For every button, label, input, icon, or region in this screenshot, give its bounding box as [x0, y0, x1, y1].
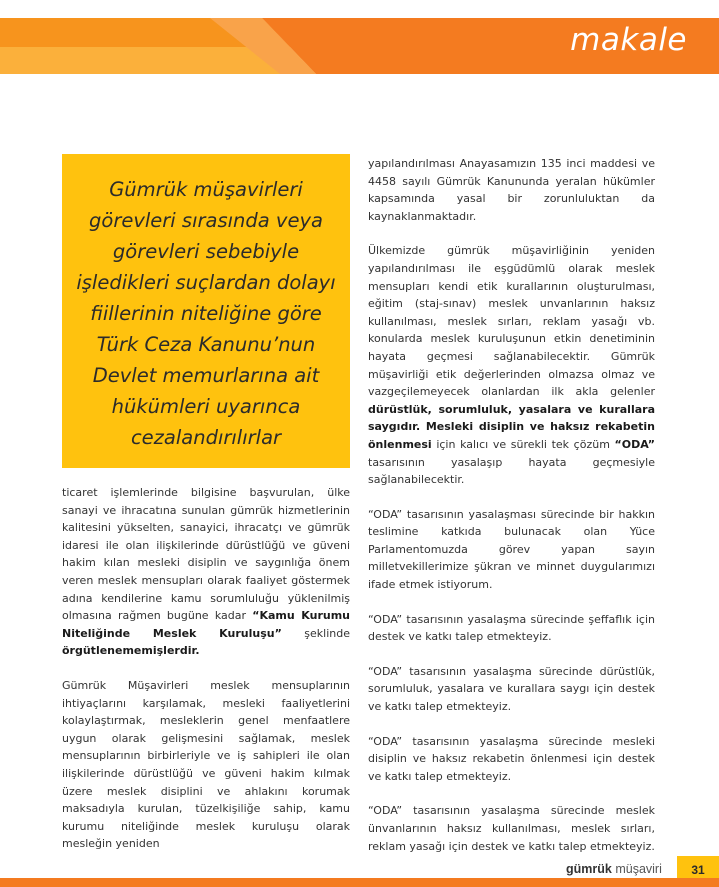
pull-quote-line: işledikleri suçlardan dolayı: [76, 271, 336, 294]
paragraph: ticaret işlemlerinde bilgisine başvurulan, ülke sanayi ve ihracatına sunulan gümrük hizmetlerinin kalitesini yükselten, sanayici, ihracatçı ve gümrük idaresi ile olan ilişkilerinde dürüstlüğü ve güveni hakim kılan mesleki disiplin ve saygınlığa önem veren meslek mensupları olarak faaliyet göstermek adına kendilerine kamu sorumluluğu yüklenilmiş olmasına rağmen bugüne kadar “Kamu Kurumu Niteliğinde Meslek Kuruluşu” şeklinde örgütlenememişlerdir.: [62, 486, 350, 658]
pull-quote-line: fiillerinin niteliğine göre: [90, 302, 322, 325]
right-column: [368, 155, 655, 872]
pull-quote-line: cezalandırılırlar: [130, 426, 282, 449]
pull-quote-line: görevleri sebebiyle: [112, 240, 300, 263]
section-label: makale: [570, 22, 687, 58]
pull-quote: [62, 154, 350, 468]
paragraph: “ODA” tasarısının yasalaşması sürecinde bir hakkın teslimine katkıda bulunacak olan Yüce Parlamentomuzda görev yapan sayın milletvekillerimize şükran ve minnet duygularımızı ifade etmek istiyorum.: [368, 507, 655, 592]
paragraph: Gümrük Müşavirleri meslek mensuplarının ihtiyaçlarını karşılamak, mesleki faaliyetlerini kolaylaştırmak, mesleklerin genel menfaatlere uygun olarak gelişmesini sağlamak, meslek mensuplarının birbirleriyle ve iş sahipleri ile olan ilişkilerinde dürüstlüğü ve güveni hakim kılmak üzere meslek disiplini ve ahlakını korumak maksadıyla kurulan, tüzelkişiliğe sahip, kamu kurumu niteliğinde meslek kuruluşu olarak mesleğin yeniden: [62, 678, 350, 851]
pull-quote-text: [76, 174, 336, 453]
pull-quote-line: Türk Ceza Kanunu’nun: [96, 333, 316, 356]
paragraph: yapılandırılması Anayasamızın 135 inci maddesi ve 4458 sayılı Gümrük Kanununda yeralan hükümler kapsamında yasal bir zorunluluktan da kaynaklanmaktadır.: [368, 157, 655, 223]
paragraph: “ODA” tasarısının yasalaşma sürecinde mesleki disiplin ve haksız rekabetin önlenmesi için destek ve katkı talep etmekteyiz.: [368, 734, 655, 783]
header-banner: [0, 0, 719, 74]
paragraph: “ODA” tasarısının yasalaşma sürecinde dürüstlük, sorumluluk, yasalara ve kurallara saygı için destek ve katkı talep etmekteyiz.: [368, 664, 655, 714]
footer-bar: [0, 878, 719, 887]
paragraph: Ülkemizde gümrük müşavirliğinin yeniden yapılandırılması ile eşgüdümlü olarak meslek mensupları kendi etik kurallarının oluşturulması, eğitim (staj-sınav) meslek unvanlarının haksız kullanılması, meslek sırları, reklam yasağı vb. konularda meslek kuruluşunun etkin denetiminin hayata geçmesi sağlanabilecektir. Gümrük müşavirliği etik değerlerinden olmazsa olmaz ve vazgeçilemeyecek olanlardan ilk akla gelenler dürüstlük, sorumluluk, yasalara ve kurallara saygıdır. Mesleki disiplin ve haksız rekabetin önlenmesi için kalıcı ve sürekli tek çözüm “ODA” tasarısının yasalaşıp hayata geçmesiyle sağlanabilecektir.: [368, 244, 655, 487]
paragraph: “ODA” tasarısının yasalaşma sürecinde meslek ünvanlarının haksız kullanılması, meslek sırları, reklam yasağı için destek ve katkı talep etmekteyiz.: [368, 804, 655, 853]
brand-light: müşaviri: [615, 862, 662, 876]
left-column: [62, 484, 350, 870]
pull-quote-line: Gümrük müşavirleri: [109, 178, 303, 201]
page-number: 31: [677, 856, 719, 884]
paragraph: “ODA” tasarısının yasalaşma sürecinde şeffaflık için destek ve katkı talep etmekteyiz.: [368, 612, 655, 644]
pull-quote-line: Devlet memurlarına ait: [92, 364, 320, 387]
pull-quote-line: görevleri sırasında veya: [89, 209, 323, 232]
brand-bold: gümrük: [566, 862, 612, 876]
pull-quote-line: hükümleri uyarınca: [111, 395, 301, 418]
